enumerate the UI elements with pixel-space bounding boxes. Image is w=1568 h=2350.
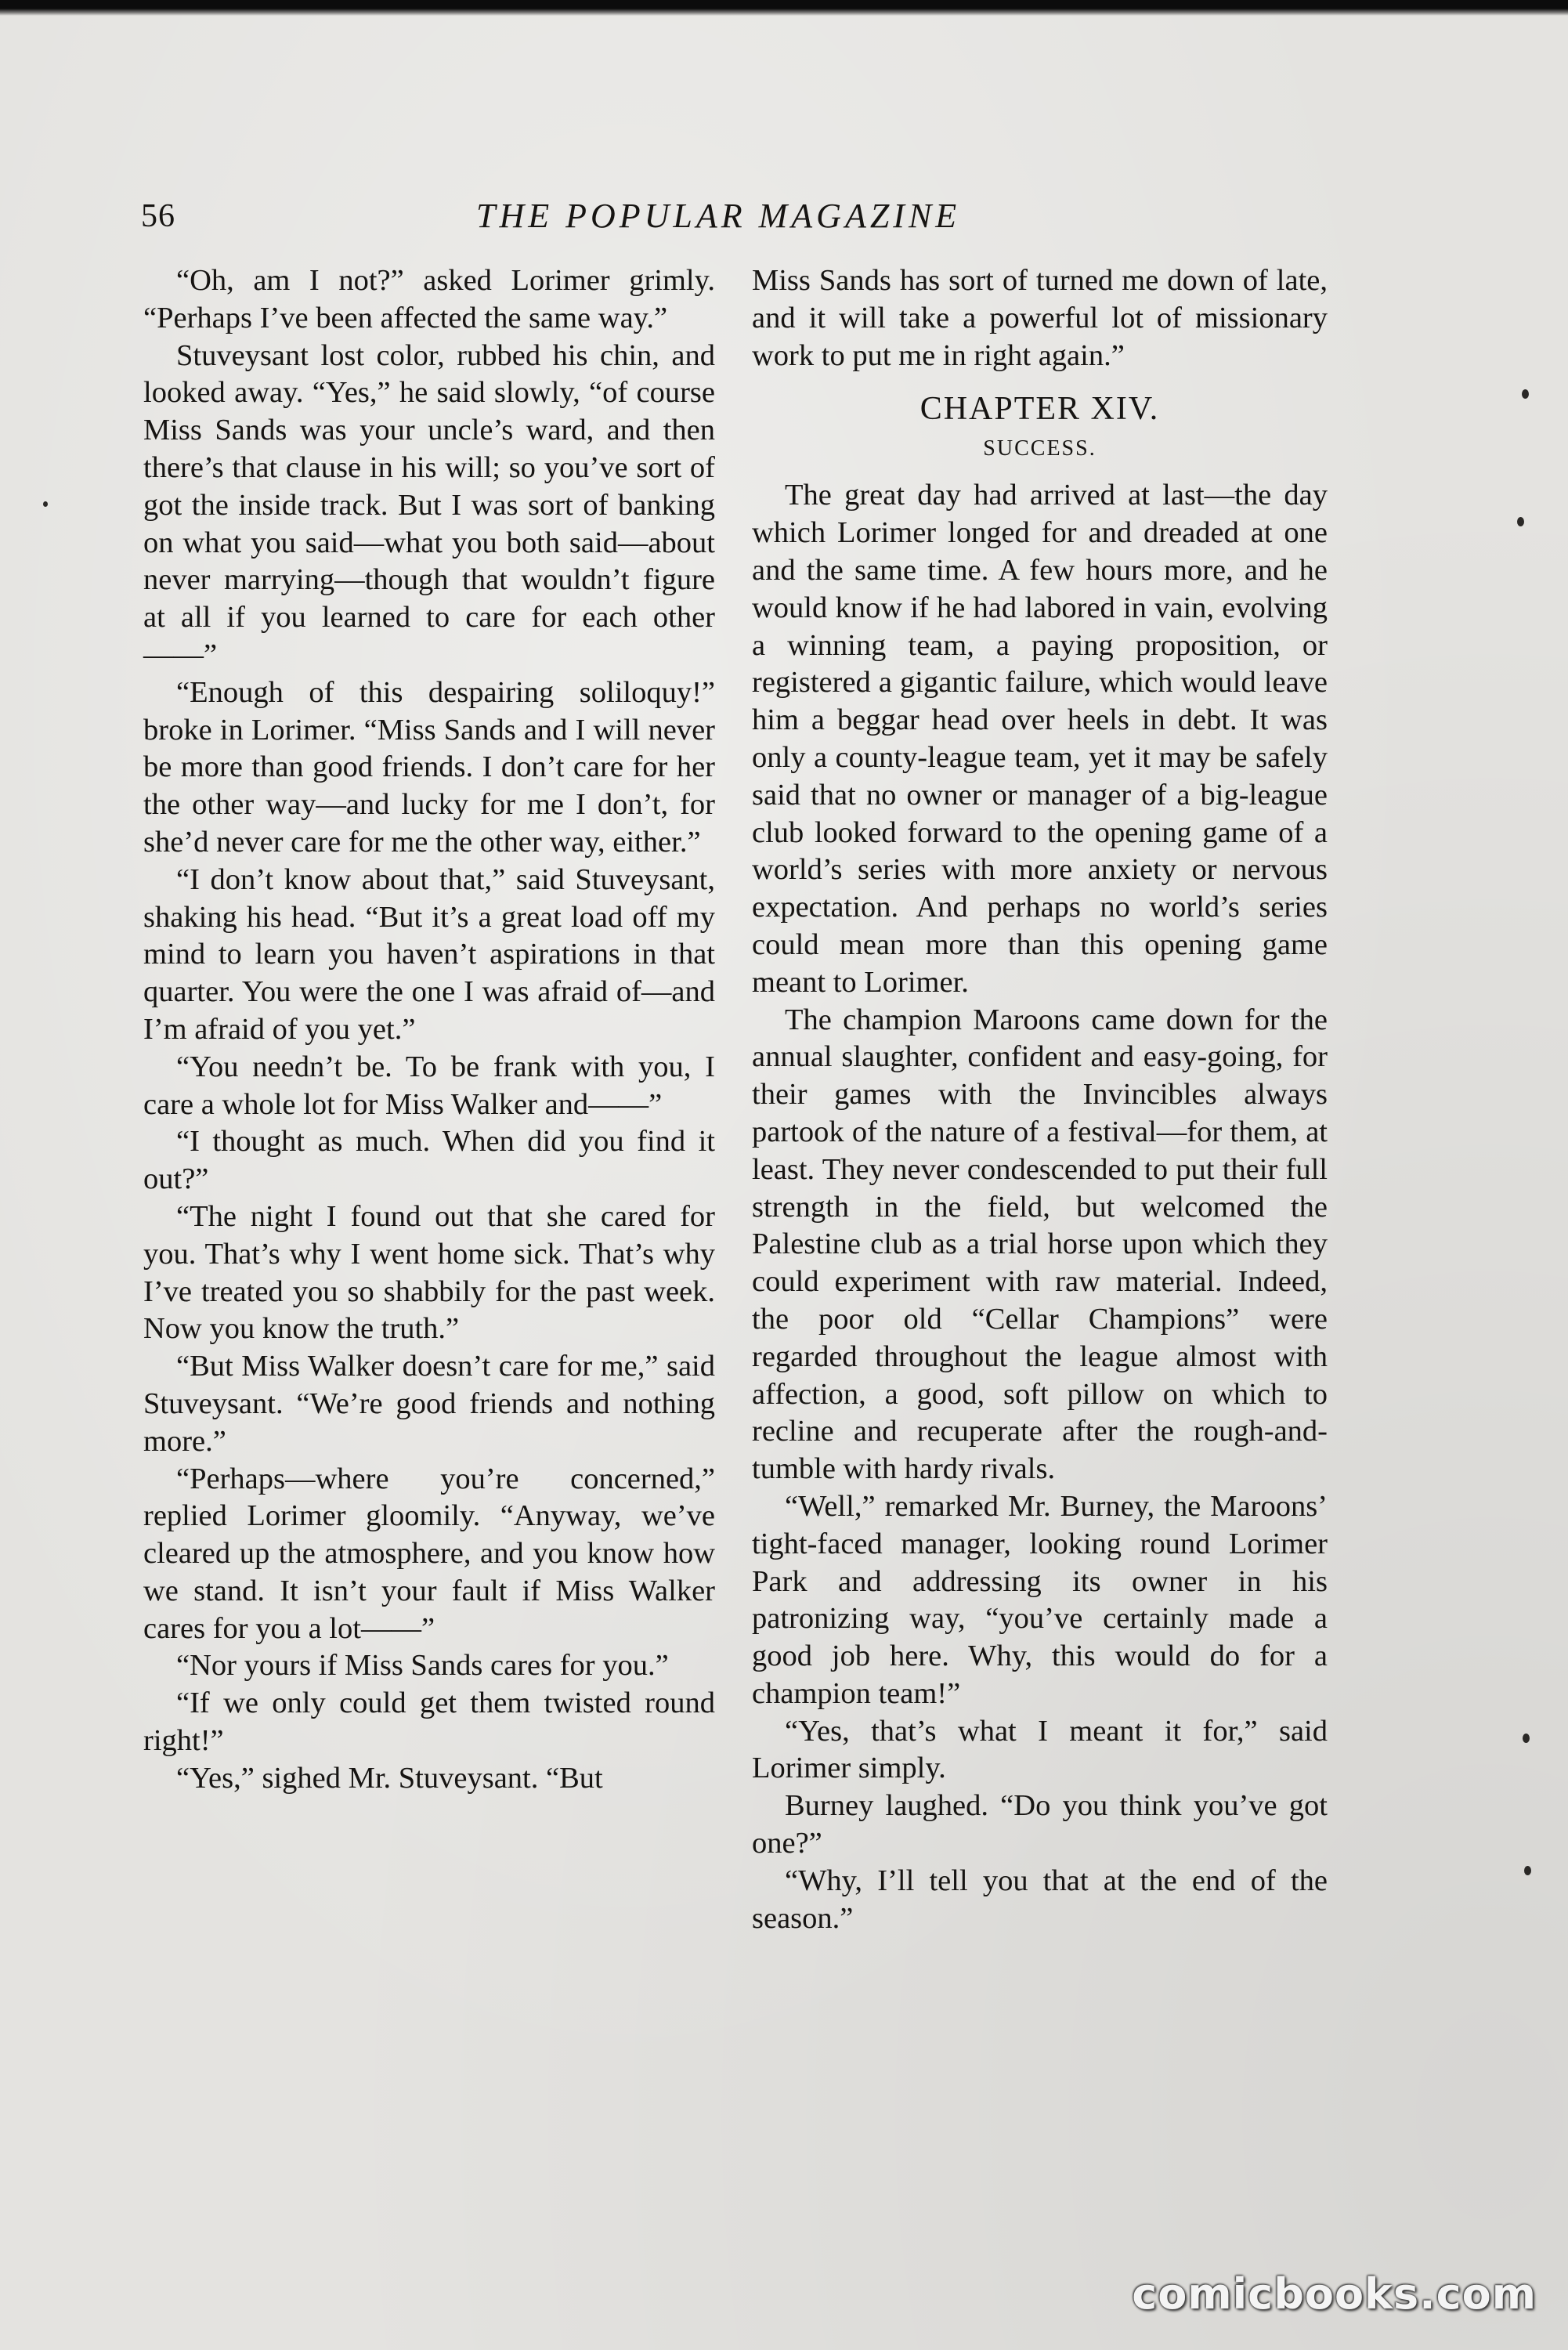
paragraph: “Oh, am I not?” asked Lorimer grimly. “Perhaps I’ve been affected the same way.” [143, 264, 715, 334]
paragraph: “Perhaps—where you’re concerned,” replied Lorimer gloomily. “Anyway, we’ve cleared up the atmosphere, and you know how we stand. It isn’t your fault if Miss Walker cares for you a lot——” [143, 1462, 715, 1645]
paragraph: “The night I found out that she cared for you. That’s why I went home sick. That’s why I’ve treated you so shabbily for the past week. Now you know the truth.” [143, 1199, 715, 1346]
paragraph: “Yes,” sighed Mr. Stuveysant. “But [176, 1761, 603, 1795]
right-column [752, 262, 1328, 1937]
chapter-heading: CHAPTER XIV. [919, 391, 1160, 428]
paragraph: “Why, I’ll tell you that at the end of the season.” [752, 1864, 1328, 1935]
paragraph: The champion Maroons came down for the annual slaughter, confident and easy-going, for their games with the Invincibles always partook of the nature of a festival—for them, at least. They never condescended to put their full strength in the field, but welcomed the Palestine club as a trial horse upon which they could experiment with raw material. Indeed, the poor old “Cellar Champions” were regarded throughout the league almost with affection, a good, soft pillow on which to recline and recuperate after the rough-and-tumble with hardy rivals. [752, 1003, 1328, 1486]
paragraph: Burney laughed. “Do you think you’ve got one?” [752, 1789, 1328, 1860]
paragraph: “You needn’t be. To be frank with you, I care a whole lot for Miss Walker and——” [143, 1050, 715, 1121]
paragraph: The great day had arrived at last—the day which Lorimer longed for and dreaded at one and the same time. A few hours more, and he would know if he had labored in vain, evolving a winning team, a paying proposition, or registered a gigantic failure, which would leave him a beggar head over heels in debt. It was only a county-league team, yet it may be safely said that no owner or manager of a big-league club looked forward to the opening game of a world’s series with more anxiety or nervous expectation. And perhaps no world’s series could mean more than this opening game meant to Lorimer. [752, 479, 1328, 999]
paragraph: “But Miss Walker doesn’t care for me,” said Stuveysant. “We’re good friends and nothing more.” [143, 1350, 715, 1458]
paragraph: “Yes, that’s what I meant it for,” said Lorimer simply. [752, 1714, 1328, 1785]
paragraph: “I thought as much. When did you find it out?” [143, 1125, 715, 1196]
continued-paragraph: Miss Sands has sort of turned me down of late, and it will take a powerful lot of missionary work to put me in right again.” [752, 264, 1328, 372]
page-number: 56 [141, 198, 175, 234]
chapter-subtitle: SUCCESS. [983, 436, 1097, 461]
paragraph: “Nor yours if Miss Sands cares for you.” [176, 1649, 669, 1683]
paragraph: “I don’t know about that,” said Stuveysant, shaking his head. “But it’s a great load off my mind to learn you haven’t aspirations in that quarter. You were the one I was afraid of—and I’m afraid of you yet.” [143, 862, 715, 1046]
watermark: comicbooks.com [1132, 2269, 1537, 2319]
ink-speck [1524, 1866, 1531, 1875]
paragraph: “If we only could get them twisted round right!” [143, 1687, 715, 1758]
paragraph: “Enough of this despairing soliloquy!” broke in Lorimer. “Miss Sands and I will never be more than good friends. I don’t care for her the other way—and lucky for me I don’t, for she’d never care for me the other way, either.” [143, 675, 715, 859]
running-title: THE POPULAR MAGAZINE [476, 197, 961, 235]
page-header [141, 193, 1331, 240]
ink-speck [1517, 517, 1524, 526]
left-column [143, 262, 715, 1798]
scan-top-edge [0, 0, 1568, 16]
ink-speck [1523, 1734, 1530, 1743]
paragraph: Stuveysant lost color, rubbed his chin, and looked away. “Yes,” he said slowly, “of course Miss Sands was your uncle’s ward, and then there’s that clause in his will; so you’ve sort of got the inside track. But I was sort of banking on what you said—what you both said—about never marrying—though that wouldn’t figure at all if you learned to care for each other——” [143, 338, 715, 671]
ink-speck [1522, 389, 1529, 399]
paragraph: “Well,” remarked Mr. Burney, the Maroons’ tight-faced manager, looking round Lorimer Park and addressing its owner in his patronizing way, “you’ve certainly made a good job here. Why, this would do for a champion team!” [752, 1489, 1328, 1710]
ink-speck [43, 501, 48, 507]
